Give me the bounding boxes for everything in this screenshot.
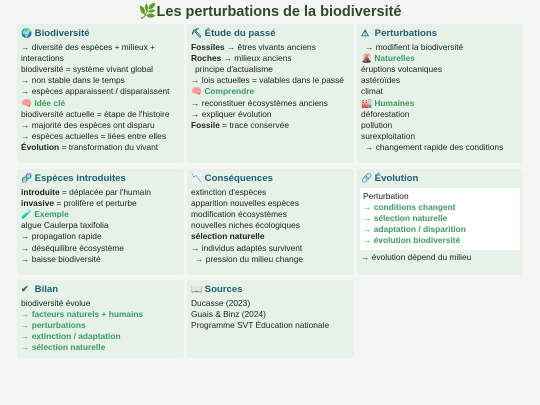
dna-icon: 🧬 [21,173,33,183]
text-line: → changement rapide des conditions [365,142,504,153]
text-line: → lois actuelles = valables dans le passé [191,75,344,86]
globe-icon: 🌍 [21,28,33,38]
flask-icon: 🧪 [21,208,33,219]
text-line [21,198,180,209]
card-biodiversite [17,24,184,163]
card-title: 🌍 Biodiversité [21,28,90,39]
text-line [21,187,180,198]
card-title: 📖 Sources [191,284,243,295]
term: Roches [191,52,222,63]
text-line [21,142,180,153]
term: invasive [21,197,55,208]
card-title: ✔ Bilan [21,284,59,295]
text-line [191,120,350,131]
definition: = trace conservée [219,119,289,130]
definition: → êtres vivants anciens [224,41,316,52]
card-title: 🔗 Évolution [361,173,419,184]
card-bilan [17,280,184,358]
text-line: → pression du milieu change [195,253,304,264]
text-line: biodiversité = système vivant global [21,63,153,74]
subheading: 🧠 Comprendre [191,86,255,97]
card-evolution [357,169,523,275]
pick-icon: ⛏ [191,28,203,38]
text-line: → évolution dépend du milieu [361,251,472,262]
card-title: ⚠ Perturbations [361,28,438,39]
text-line: nouvelles niches écologiques [191,220,300,231]
book-icon: 📖 [191,284,203,294]
text-line: biodiversité évolue [21,297,91,308]
definition: = transformation du vivant [59,142,159,153]
text-line: → baisse biodiversité [21,253,101,264]
text-line: → évolution biodiversité [363,235,461,246]
text-line: Ducasse (2023) [191,297,251,308]
evolution-flow-box [360,188,520,250]
text-line: climat [361,86,383,97]
text-line: surexploitation [361,131,416,142]
text-line: → reconstituer écosystèmes anciens [191,97,328,108]
text-line: → modifient la biodiversité [365,41,464,52]
term: Fossiles [191,41,225,52]
text-line: → propagation rapide [21,231,102,242]
text-line: → espèces apparaissent / disparaissent [21,86,170,97]
link-icon: 🔗 [361,173,373,183]
brain-icon: 🧠 [191,86,203,97]
text-line: → facteurs naturels + humains [21,308,144,319]
text-line: → adaptation / disparition [363,224,466,235]
leaf-icon: 🌿 [138,4,157,20]
text-line: Guais & Binz (2024) [191,308,266,319]
subheading: 🏭 Humaines [361,97,415,108]
text-line: → conditions changent [363,201,456,212]
text-line: → perturbations [21,319,86,330]
text-line: principe d'actualisme [195,63,273,74]
brain-icon: 🧠 [21,97,33,108]
text-line: → individus adaptés survivent [191,242,303,253]
text-line: éruptions volcaniques [361,63,443,74]
text-line: → espèces actuelles = liées entre elles [21,131,167,142]
warning-icon: ⚠ [361,28,370,38]
factory-icon: 🏭 [361,97,373,108]
term: Évolution [21,142,60,153]
text-line: → non stable dans le temps [21,75,125,86]
text-line: algue Caulerpa taxifolia [21,220,109,231]
subheading: 🧠 Idée clé [21,97,66,108]
text-line: extinction d'espèces [191,186,267,197]
term: introduite [21,186,60,197]
card-title: 🧬 Espèces introduites [21,173,126,184]
card-sources [187,280,354,358]
volcano-icon: 🌋 [361,52,373,63]
chart-down-icon: 📉 [191,173,203,183]
definition: → milieux anciens [221,52,292,63]
check-icon: ✔ [21,284,29,294]
card-consequences [187,169,354,275]
text-line: déforestation [361,108,410,119]
text-line [191,42,350,53]
text-line [191,53,350,64]
text-line: → sélection naturelle [363,212,448,223]
subheading: 🧪 Exemple [21,208,69,219]
definition: = déplacée par l'humain [59,186,151,197]
text-line: Programme SVT Éducation nationale [191,319,330,330]
text-line: → expliquer évolution [191,108,272,119]
card-title: ⛏ Étude du passé [191,28,276,39]
text-line: biodiversité actuelle = étape de l'histoire [21,108,170,119]
card-perturbations [357,24,523,163]
subheading: 🌋 Naturelles [361,52,415,63]
text-line: → diversité des espèces + milieux + interactions [21,41,156,63]
text-line: → sélection naturelle [21,342,106,353]
card-especes-introduites [17,169,184,275]
definition: = prolifère et perturbe [54,197,137,208]
text-line: → déséquilibre écosystème [21,242,124,253]
text-line: → extinction / adaptation [21,331,121,342]
text-line: Perturbation [363,190,409,201]
text-line: sélection naturelle [191,231,265,242]
text-line: apparition nouvelles espèces [191,197,300,208]
card-etude-passe [187,24,354,163]
text-line: modification écosystèmes [191,208,287,219]
text-line: astéroïdes [361,75,401,86]
term: Fossile [191,119,220,130]
text-line: → majorité des espèces ont disparu [21,119,155,130]
page-title: 🌿Les perturbations de la biodiversité [138,4,402,20]
text-line: pollution [361,119,393,130]
card-title: 📉 Conséquences [191,173,273,184]
